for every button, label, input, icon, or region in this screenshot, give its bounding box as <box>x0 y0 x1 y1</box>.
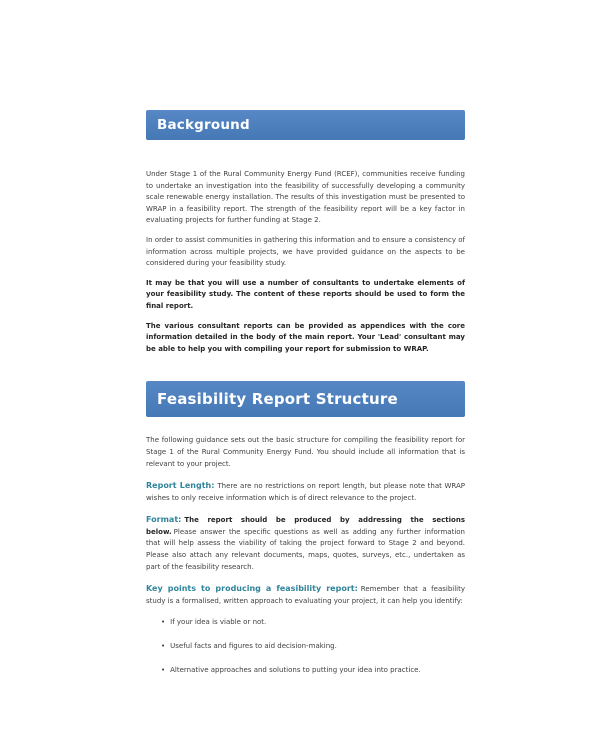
bullet-icon: • <box>161 618 166 627</box>
paragraph-consultants: It may be that you will use a number of consultants to undertake elements of your feasibility study. The content of these reports should be used to form the final report. <box>146 278 465 310</box>
key-points-label: Key points to producing a feasibility report: <box>146 584 358 594</box>
list-item <box>161 665 465 677</box>
report-length-label: Report Length: <box>146 481 215 491</box>
list-item <box>161 617 465 629</box>
format-text: Please answer the specific questions as well as adding any further information that will help assess the viability of taking the project forward to Stage 2 and beyond. Please also attach any relevant documents, maps, quotes, surveys, etc., undertaken as part of the feasibility research. <box>146 527 465 571</box>
section-header-background <box>146 110 465 140</box>
section-title-background: Background <box>157 117 250 133</box>
section-title-feasibility-structure: Feasibility Report Structure <box>157 390 398 409</box>
bullet-icon: • <box>161 642 166 651</box>
paragraph-guidance: In order to assist communities in gathering this information and to ensure a consistency of information across multiple projects, we have provided guidance on the aspects to be considered during your feasibility study. <box>146 235 465 268</box>
list-item-text: If your idea is viable or not. <box>170 618 267 627</box>
paragraph-report-length <box>146 480 465 504</box>
paragraph-key-points <box>146 583 465 607</box>
report-length-text: There are no restrictions on report length, but please note that WRAP wishes to only receive information which is of direct relevance to the project. <box>146 482 465 502</box>
list-item <box>161 641 465 653</box>
format-label: Format: <box>146 515 182 525</box>
paragraph-appendices: The various consultant reports can be provided as appendices with the core information detailed in the body of the main report. Your 'Lead' consultant may be able to help you with compiling your report for submission to WRAP. <box>146 321 465 353</box>
paragraph-format <box>146 514 465 573</box>
format-bold-text: The report should be produced by addressing the sections below. <box>146 516 465 536</box>
list-item-text: Alternative approaches and solutions to putting your idea into practice. <box>170 665 421 674</box>
bullet-icon: • <box>161 665 166 674</box>
paragraph-rcef-intro: Under Stage 1 of the Rural Community Energy Fund (RCEF), communities receive funding to undertake an investigation into the feasibility of successfully developing a community scale renewable energy installation. The results of this investigation must be presented to WRAP in a feasibility report. The strength of the feasibility report will be a key factor in evaluating projects for further funding at Stage 2. <box>146 170 465 225</box>
section-header-feasibility-structure <box>146 381 465 417</box>
paragraph-structure-intro: The following guidance sets out the basic structure for compiling the feasibility report for Stage 1 of the Rural Community Energy Fund. You should include all information that is relevant to your project. <box>146 436 465 468</box>
list-item-text: Useful facts and figures to aid decision-making. <box>170 642 337 651</box>
key-points-text: Remember that a feasibility study is a formalised, written approach to evaluating your project, it can help you identify: <box>146 585 465 605</box>
